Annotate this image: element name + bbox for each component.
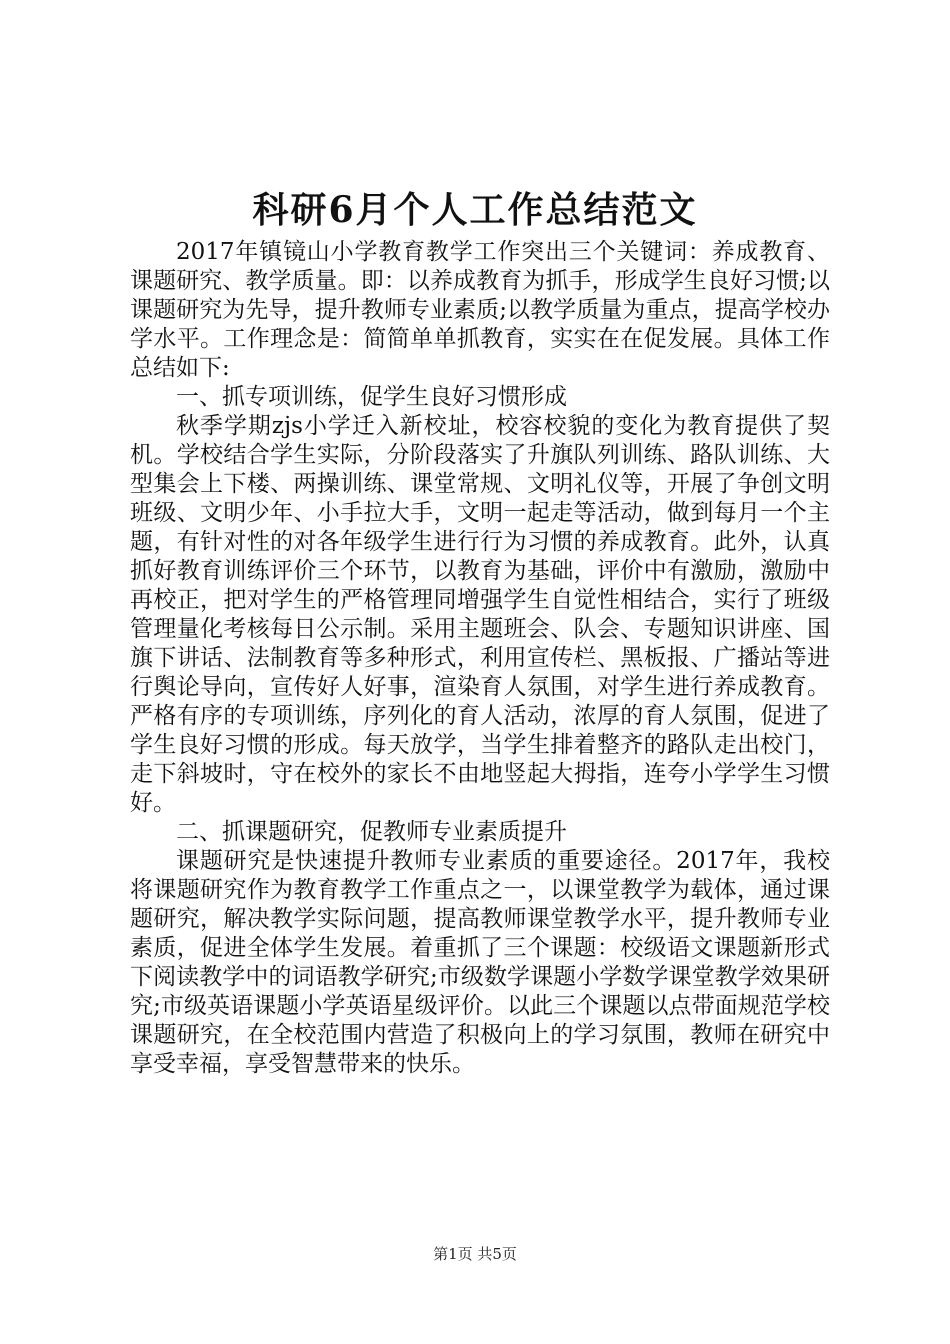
intro-paragraph: 2017年镇镜山小学教育教学工作突出三个关键词：养成教育、课题研究、教学质量。即：以养成教育为抓手，形成学生良好习惯;以课题研究为先导，提升教师专业素质;以教学质量为重点，提高学校办学水平。工作理念是：简简单单抓教育，实实在在促发展。具体工作总结如下: <box>130 239 830 381</box>
section-heading-2: 二、抓课题研究，促教师专业素质提升 <box>176 819 567 845</box>
section-1-paragraph: 秋季学期zjs小学迁入新校址，校容校貌的变化为教育提供了契机。学校结合学生实际，分阶段落实了升旗队列训练、路队训练、大型集会上下楼、两操训练、课堂常规、文明礼仪等，开展了争创文明班级、文明少年、小手拉大手，文明一起走等活动，做到每月一个主题，有针对性的对各年级学生进行行为习惯的养成教育。此外，认真抓好教育训练评价三个环节，以教育为基础，评价中有激励，激励中再校正，把对学生的严格管理同增强学生自觉性相结合，实行了班级管理量化考核每日公示制。采用主题班会、队会、专题知识讲座、国旗下讲话、法制教育等多种形式，利用宣传栏、黑板报、广播站等进行舆论导向，宣传好人好事，渲染育人氛围，对学生进行养成教育。严格有序的专项训练，序列化的育人活动，浓厚的育人氛围，促进了学生良好习惯的形成。每天放学，当学生排着整齐的路队走出校门，走下斜坡时，守在校外的家长不由地竖起大拇指，连夸小学学生习惯好。 <box>130 413 830 816</box>
document-title: 科研6月个人工作总结范文 <box>252 189 698 231</box>
section-2-paragraph: 课题研究是快速提升教师专业素质的重要途径。2017年，我校将课题研究作为教育教学工作重点之一，以课堂教学为载体，通过课题研究，解决教学实际问题，提高教师课堂教学水平，提升教师专业素质，促进全体学生发展。着重抓了三个课题：校级语文课题新形式下阅读教学中的词语教学研究;市级数学课题小学数学课堂教学效果研究;市级英语课题小学英语星级评价。以此三个课题以点带面规范学校课题研究，在全校范围内营造了积极向上的学习氛围，教师在研究中享受幸福，享受智慧带来的快乐。 <box>130 848 830 1077</box>
section-heading-1: 一、抓专项训练，促学生良好习惯形成 <box>176 384 567 410</box>
document-body <box>130 238 830 1079</box>
page-footer: 第1页 共5页 <box>433 1245 517 1263</box>
